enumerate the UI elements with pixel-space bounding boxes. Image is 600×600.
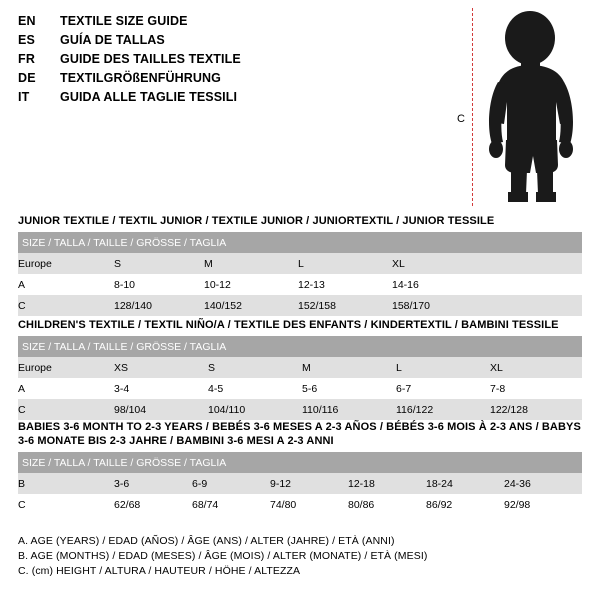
column-header-s: S <box>114 253 204 274</box>
height-guide-line <box>472 8 473 206</box>
table-subheader-row <box>18 336 582 357</box>
section-children <box>18 318 582 420</box>
table-children <box>18 336 582 420</box>
row-label-b: B <box>18 473 114 494</box>
language-text-en: TEXTILE SIZE GUIDE <box>60 14 188 28</box>
language-code-de: DE <box>18 71 36 85</box>
table-subheader-row <box>18 232 582 253</box>
cell-value: 9-12 <box>270 473 348 494</box>
cell-value: 110/116 <box>302 399 396 420</box>
table-row <box>18 295 582 316</box>
section-title-babies: BABIES 3-6 MONTH TO 2-3 YEARS / BEBÉS 3-6 MESES A 2-3 AÑOS / BÉBÉS 3-6 MOIS À 2-3 ANS / BABYS 3-6 MONATE BIS 2-3 JAHRE / BAMBINI 3-6 MESI A 2-3 ANNI <box>18 421 581 447</box>
column-header-xs: XS <box>114 357 208 378</box>
cell-value: 74/80 <box>270 494 348 515</box>
cell-value: 10-12 <box>204 274 298 295</box>
footnote-c: C. (cm) HEIGHT / ALTURA / HAUTEUR / HÖHE / ALTEZZA <box>18 565 301 577</box>
cell-value: 98/104 <box>114 399 208 420</box>
row-label-a: A <box>18 378 114 399</box>
table-subheader-label: SIZE / TALLA / TAILLE / GRÖSSE / TAGLIA <box>18 336 582 357</box>
footnote-a: A. AGE (YEARS) / EDAD (AÑOS) / ÂGE (ANS) / ALTER (JAHRE) / ETÀ (ANNI) <box>18 535 395 547</box>
row-label-a: A <box>18 274 114 295</box>
row-label-c: C <box>18 494 114 515</box>
table-row <box>18 274 582 295</box>
column-header-xl: XL <box>490 357 582 378</box>
cell-value: 7-8 <box>490 378 582 399</box>
measurement-figure <box>440 8 590 208</box>
cell-value: 62/68 <box>114 494 192 515</box>
cell-value: 3-4 <box>114 378 208 399</box>
language-text-fr: GUIDE DES TAILLES TEXTILE <box>60 52 241 66</box>
row-label-c: C <box>18 399 114 420</box>
cell-value: 116/122 <box>396 399 490 420</box>
language-row <box>18 14 418 33</box>
section-title-junior: JUNIOR TEXTILE / TEXTIL JUNIOR / TEXTILE JUNIOR / JUNIORTEXTIL / JUNIOR TESSILE <box>18 215 495 227</box>
language-text-de: TEXTILGRÖßENFÜHRUNG <box>60 71 221 85</box>
language-title-block <box>18 14 418 109</box>
table-row <box>18 473 582 494</box>
language-row <box>18 90 418 109</box>
cell-value: 24-36 <box>504 473 582 494</box>
table-row <box>18 253 582 274</box>
column-header-l: L <box>298 253 392 274</box>
table-subheader-row <box>18 452 582 473</box>
cell-value: 4-5 <box>208 378 302 399</box>
legend-footnotes <box>18 534 582 579</box>
section-junior <box>18 214 582 316</box>
height-measure-label: C <box>457 113 465 125</box>
column-header-m: M <box>204 253 298 274</box>
cell-value: 68/74 <box>192 494 270 515</box>
cell-value: 86/92 <box>426 494 504 515</box>
row-label-c: C <box>18 295 114 316</box>
cell-value: 92/98 <box>504 494 582 515</box>
column-header-xl: XL <box>392 253 486 274</box>
table-row <box>18 494 582 515</box>
table-junior <box>18 232 582 316</box>
table-babies <box>18 452 582 515</box>
cell-value: 6-7 <box>396 378 490 399</box>
cell-value: 158/170 <box>392 295 486 316</box>
cell-value: 12-18 <box>348 473 426 494</box>
cell-value: 14-16 <box>392 274 486 295</box>
language-text-it: GUIDA ALLE TAGLIE TESSILI <box>60 90 238 104</box>
footnote-b: B. AGE (MONTHS) / EDAD (MESES) / ÂGE (MOIS) / ALTER (MONATE) / ETÀ (MESI) <box>18 550 428 562</box>
cell-value: 5-6 <box>302 378 396 399</box>
cell-value: 6-9 <box>192 473 270 494</box>
cell-value: 80/86 <box>348 494 426 515</box>
column-header-l: L <box>396 357 490 378</box>
language-code-es: ES <box>18 33 36 47</box>
cell-value: 8-10 <box>114 274 204 295</box>
language-row <box>18 52 418 71</box>
cell-empty <box>486 274 582 295</box>
cell-empty <box>486 295 582 316</box>
column-header-region: Europe <box>18 253 114 274</box>
language-row <box>18 71 418 90</box>
language-code-it: IT <box>18 90 30 104</box>
cell-value: 152/158 <box>298 295 392 316</box>
column-header-s: S <box>208 357 302 378</box>
language-code-fr: FR <box>18 52 36 66</box>
cell-value: 128/140 <box>114 295 204 316</box>
section-babies <box>18 420 582 515</box>
cell-value: 122/128 <box>490 399 582 420</box>
table-subheader-label: SIZE / TALLA / TAILLE / GRÖSSE / TAGLIA <box>18 232 582 253</box>
cell-value: 140/152 <box>204 295 298 316</box>
language-row <box>18 33 418 52</box>
language-code-en: EN <box>18 14 36 28</box>
table-row <box>18 399 582 420</box>
table-row <box>18 357 582 378</box>
cell-value: 18-24 <box>426 473 504 494</box>
table-subheader-label: SIZE / TALLA / TAILLE / GRÖSSE / TAGLIA <box>18 452 582 473</box>
cell-value: 12-13 <box>298 274 392 295</box>
section-title-children: CHILDREN'S TEXTILE / TEXTIL NIÑO/A / TEXTILE DES ENFANTS / KINDERTEXTIL / BAMBINI TESSILE <box>18 319 559 331</box>
cell-value: 104/110 <box>208 399 302 420</box>
column-header-region: Europe <box>18 357 114 378</box>
child-silhouette-icon <box>478 10 588 206</box>
column-header-empty <box>486 253 582 274</box>
language-text-es: GUÍA DE TALLAS <box>60 33 165 47</box>
table-row <box>18 378 582 399</box>
column-header-m: M <box>302 357 396 378</box>
cell-value: 3-6 <box>114 473 192 494</box>
